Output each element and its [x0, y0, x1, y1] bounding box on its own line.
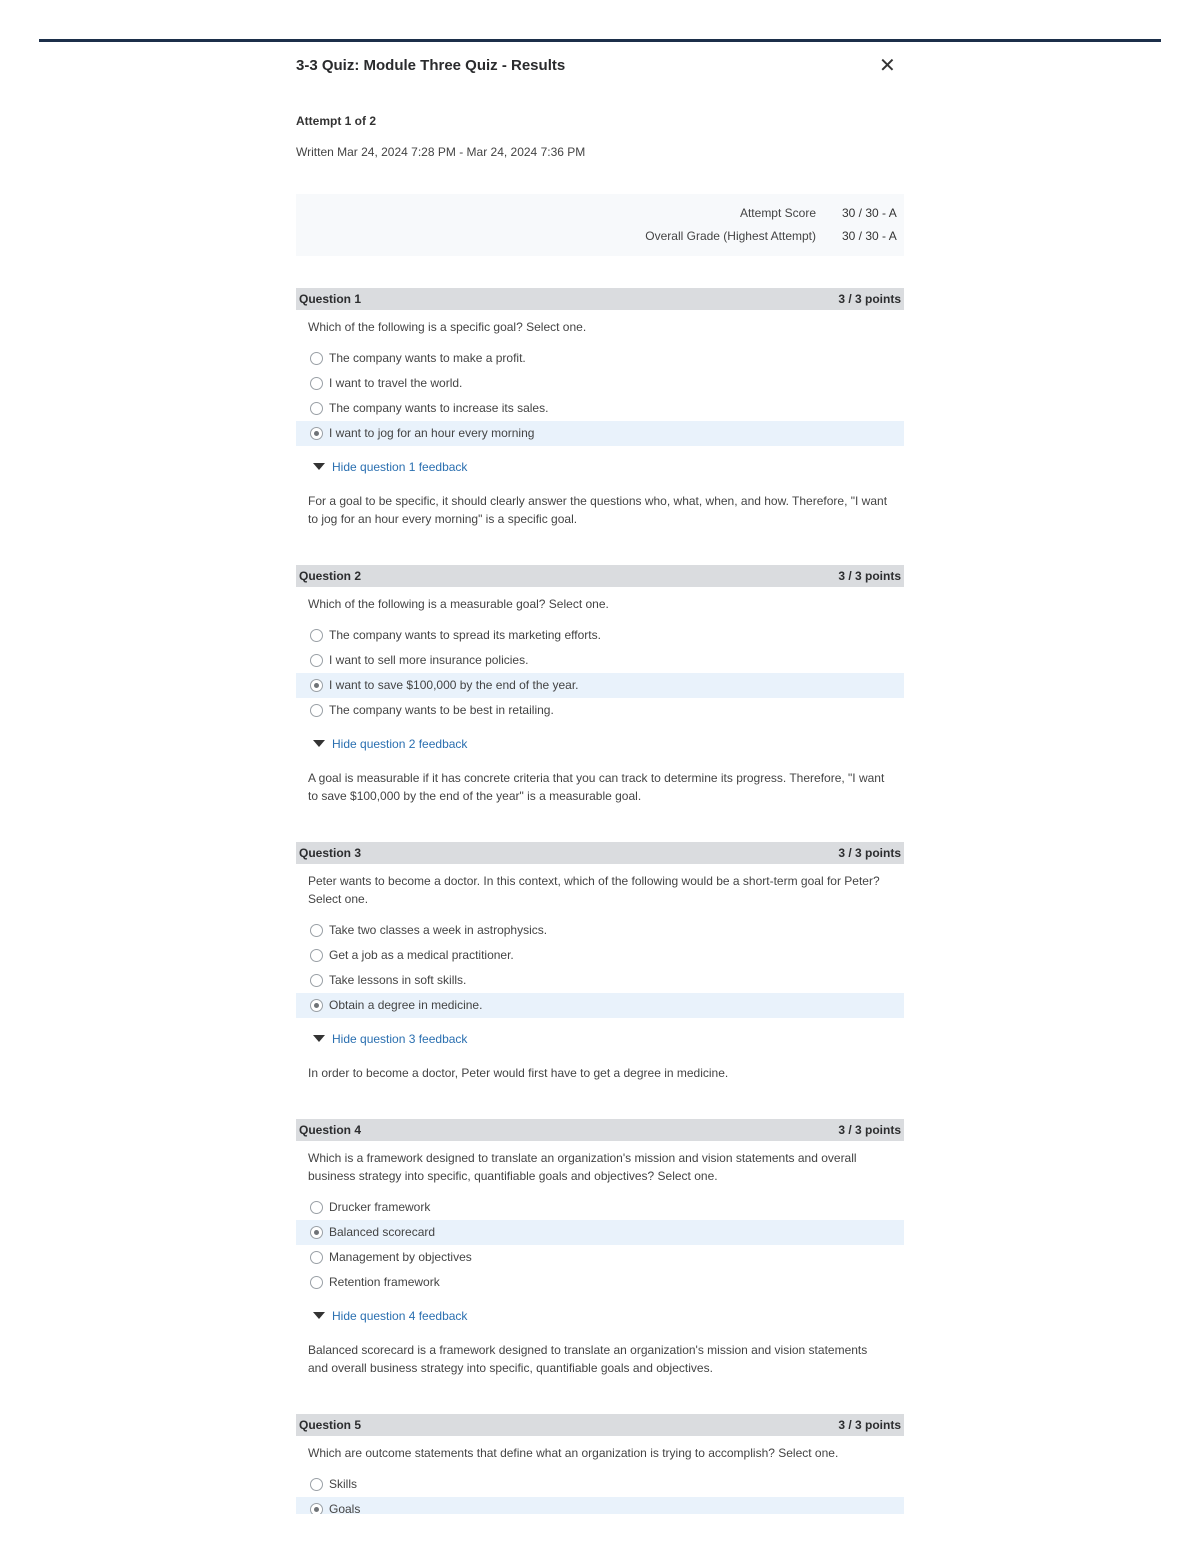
- answer-options: [296, 1472, 904, 1514]
- score-summary: [296, 194, 904, 256]
- radio-button[interactable]: [310, 974, 323, 987]
- question-text: Which of the following is a specific goal? Select one.: [308, 320, 587, 334]
- overall-grade-label: Overall Grade (Highest Attempt): [645, 229, 816, 243]
- answer-options: [296, 623, 904, 723]
- feedback-text: In order to become a doctor, Peter would first have to get a degree in medicine.: [308, 1066, 729, 1080]
- answer-label: Balanced scorecard: [329, 1225, 436, 1239]
- question-header: [296, 288, 904, 310]
- question-text: Which are outcome statements that define what an organization is trying to accomplish? Select one.: [308, 1446, 839, 1460]
- answer-option[interactable]: [296, 648, 904, 673]
- answer-label: The company wants to increase its sales.: [329, 401, 549, 415]
- hide-feedback-link[interactable]: Hide question 2 feedback: [332, 737, 468, 751]
- overall-grade-row: [645, 229, 904, 243]
- question-points: 3 / 3 points: [838, 1418, 901, 1432]
- answer-option[interactable]: [296, 371, 904, 396]
- radio-button[interactable]: [310, 704, 323, 717]
- feedback-text: For a goal to be specific, it should clearly answer the questions who, what, when, and how. Therefore, "I want to jog for an hour every morning" is a specific goal.: [308, 494, 888, 526]
- caret-down-icon: [313, 463, 325, 470]
- answer-option[interactable]: [296, 1195, 904, 1220]
- feedback-text: Balanced scorecard is a framework designed to translate an organization's mission and vision statements and overall business strategy into specific, quantifiable goals and objectives.: [308, 1343, 868, 1375]
- radio-button-checked[interactable]: [310, 999, 323, 1012]
- radio-button-checked[interactable]: [310, 1503, 323, 1514]
- question-name: Question 1: [299, 292, 362, 306]
- answer-option-selected[interactable]: [296, 673, 904, 698]
- radio-button[interactable]: [310, 352, 323, 365]
- answer-option[interactable]: [296, 918, 904, 943]
- radio-button[interactable]: [310, 1201, 323, 1214]
- question-points: 3 / 3 points: [838, 846, 901, 860]
- radio-button-checked[interactable]: [310, 679, 323, 692]
- feedback-text: A goal is measurable if it has concrete criteria that you can track to determine its progress. Therefore, "I want to save $100,000 by the end of the year" is a measurable goal.: [308, 771, 885, 803]
- written-timestamp: Written Mar 24, 2024 7:28 PM - Mar 24, 2024 7:36 PM: [296, 145, 586, 159]
- question-points: 3 / 3 points: [838, 569, 901, 583]
- question-header: [296, 842, 904, 864]
- answer-label: Get a job as a medical practitioner.: [329, 948, 514, 962]
- answer-option-selected[interactable]: [296, 421, 904, 446]
- question-1: [296, 288, 904, 528]
- hide-feedback-link[interactable]: Hide question 4 feedback: [332, 1309, 468, 1323]
- attempt-score-label: Attempt Score: [739, 206, 816, 220]
- question-name: Question 4: [299, 1123, 362, 1137]
- question-points: 3 / 3 points: [838, 292, 901, 306]
- caret-down-icon: [313, 740, 325, 747]
- radio-button[interactable]: [310, 654, 323, 667]
- attempt-score-value: 30 / 30 - A: [842, 206, 897, 220]
- question-text: Which of the following is a measurable goal? Select one.: [308, 597, 609, 611]
- hide-feedback-toggle[interactable]: [296, 460, 904, 476]
- answer-label: I want to sell more insurance policies.: [329, 653, 529, 667]
- answer-option-selected[interactable]: [296, 1497, 904, 1514]
- question-header: [296, 565, 904, 587]
- radio-button[interactable]: [310, 629, 323, 642]
- attempt-score-row: [740, 206, 904, 220]
- question-points: 3 / 3 points: [838, 1123, 901, 1137]
- answer-option[interactable]: [296, 396, 904, 421]
- radio-button[interactable]: [310, 1478, 323, 1491]
- question-name: Question 5: [299, 1418, 362, 1432]
- answer-option[interactable]: [296, 623, 904, 648]
- answer-label: I want to save $100,000 by the end of the year.: [329, 678, 579, 692]
- radio-button[interactable]: [310, 402, 323, 415]
- question-name: Question 3: [299, 846, 362, 860]
- radio-button[interactable]: [310, 1276, 323, 1289]
- overall-grade-value: 30 / 30 - A: [842, 229, 897, 243]
- page-title: 3-3 Quiz: Module Three Quiz - Results: [296, 57, 566, 74]
- caret-down-icon: [313, 1312, 325, 1319]
- answer-label: I want to travel the world.: [329, 376, 463, 390]
- answer-label: Retention framework: [329, 1275, 440, 1289]
- radio-button[interactable]: [310, 377, 323, 390]
- radio-button[interactable]: [310, 1251, 323, 1264]
- answer-label: The company wants to spread its marketing efforts.: [329, 628, 601, 642]
- radio-button[interactable]: [310, 924, 323, 937]
- answer-option[interactable]: [296, 1270, 904, 1295]
- caret-down-icon: [313, 1035, 325, 1042]
- radio-button[interactable]: [310, 949, 323, 962]
- question-name: Question 2: [299, 569, 362, 583]
- answer-label: Take lessons in soft skills.: [329, 973, 467, 987]
- question-header: [296, 1119, 904, 1141]
- attempt-label: Attempt 1 of 2: [296, 114, 377, 128]
- answer-label: The company wants to be best in retailing.: [329, 703, 554, 717]
- answer-options: [296, 918, 904, 1018]
- answer-label: The company wants to make a profit.: [329, 351, 526, 365]
- answer-option-selected[interactable]: [296, 993, 904, 1018]
- hide-feedback-toggle[interactable]: [296, 737, 904, 753]
- hide-feedback-link[interactable]: Hide question 1 feedback: [332, 460, 468, 474]
- answer-label: Management by objectives: [329, 1250, 472, 1264]
- question-text: Which is a framework designed to translate an organization's mission and vision statements and overall business strategy into specific, quantifiable goals and objectives? Select one.: [308, 1151, 857, 1183]
- answer-label: I want to jog for an hour every morning: [329, 426, 535, 440]
- question-header: [296, 1414, 904, 1436]
- answer-option[interactable]: [296, 346, 904, 371]
- close-icon[interactable]: ✕: [879, 55, 896, 77]
- question-3: [296, 842, 904, 1082]
- answer-label: Goals: [329, 1502, 361, 1514]
- question-text: Peter wants to become a doctor. In this context, which of the following would be a short-term goal for Peter? Select one.: [308, 874, 880, 906]
- answer-option[interactable]: [296, 1472, 904, 1497]
- answer-label: Take two classes a week in astrophysics.: [329, 923, 548, 937]
- question-5: [296, 1414, 904, 1514]
- hide-feedback-toggle[interactable]: [296, 1309, 904, 1325]
- radio-button-checked[interactable]: [310, 1226, 323, 1239]
- answer-label: Drucker framework: [329, 1200, 431, 1214]
- answer-option[interactable]: [296, 943, 904, 968]
- answer-label: Obtain a degree in medicine.: [329, 998, 483, 1012]
- hide-feedback-link[interactable]: Hide question 3 feedback: [332, 1032, 468, 1046]
- hide-feedback-toggle[interactable]: [296, 1032, 904, 1048]
- answer-option-selected[interactable]: [296, 1220, 904, 1245]
- question-2: [296, 565, 904, 805]
- answer-options: [296, 1195, 904, 1295]
- answer-option[interactable]: [296, 698, 904, 723]
- answer-options: [296, 346, 904, 446]
- answer-option[interactable]: [296, 1245, 904, 1270]
- question-4: [296, 1119, 904, 1377]
- answer-label: Skills: [329, 1477, 358, 1491]
- radio-button-checked[interactable]: [310, 427, 323, 440]
- answer-option[interactable]: [296, 968, 904, 993]
